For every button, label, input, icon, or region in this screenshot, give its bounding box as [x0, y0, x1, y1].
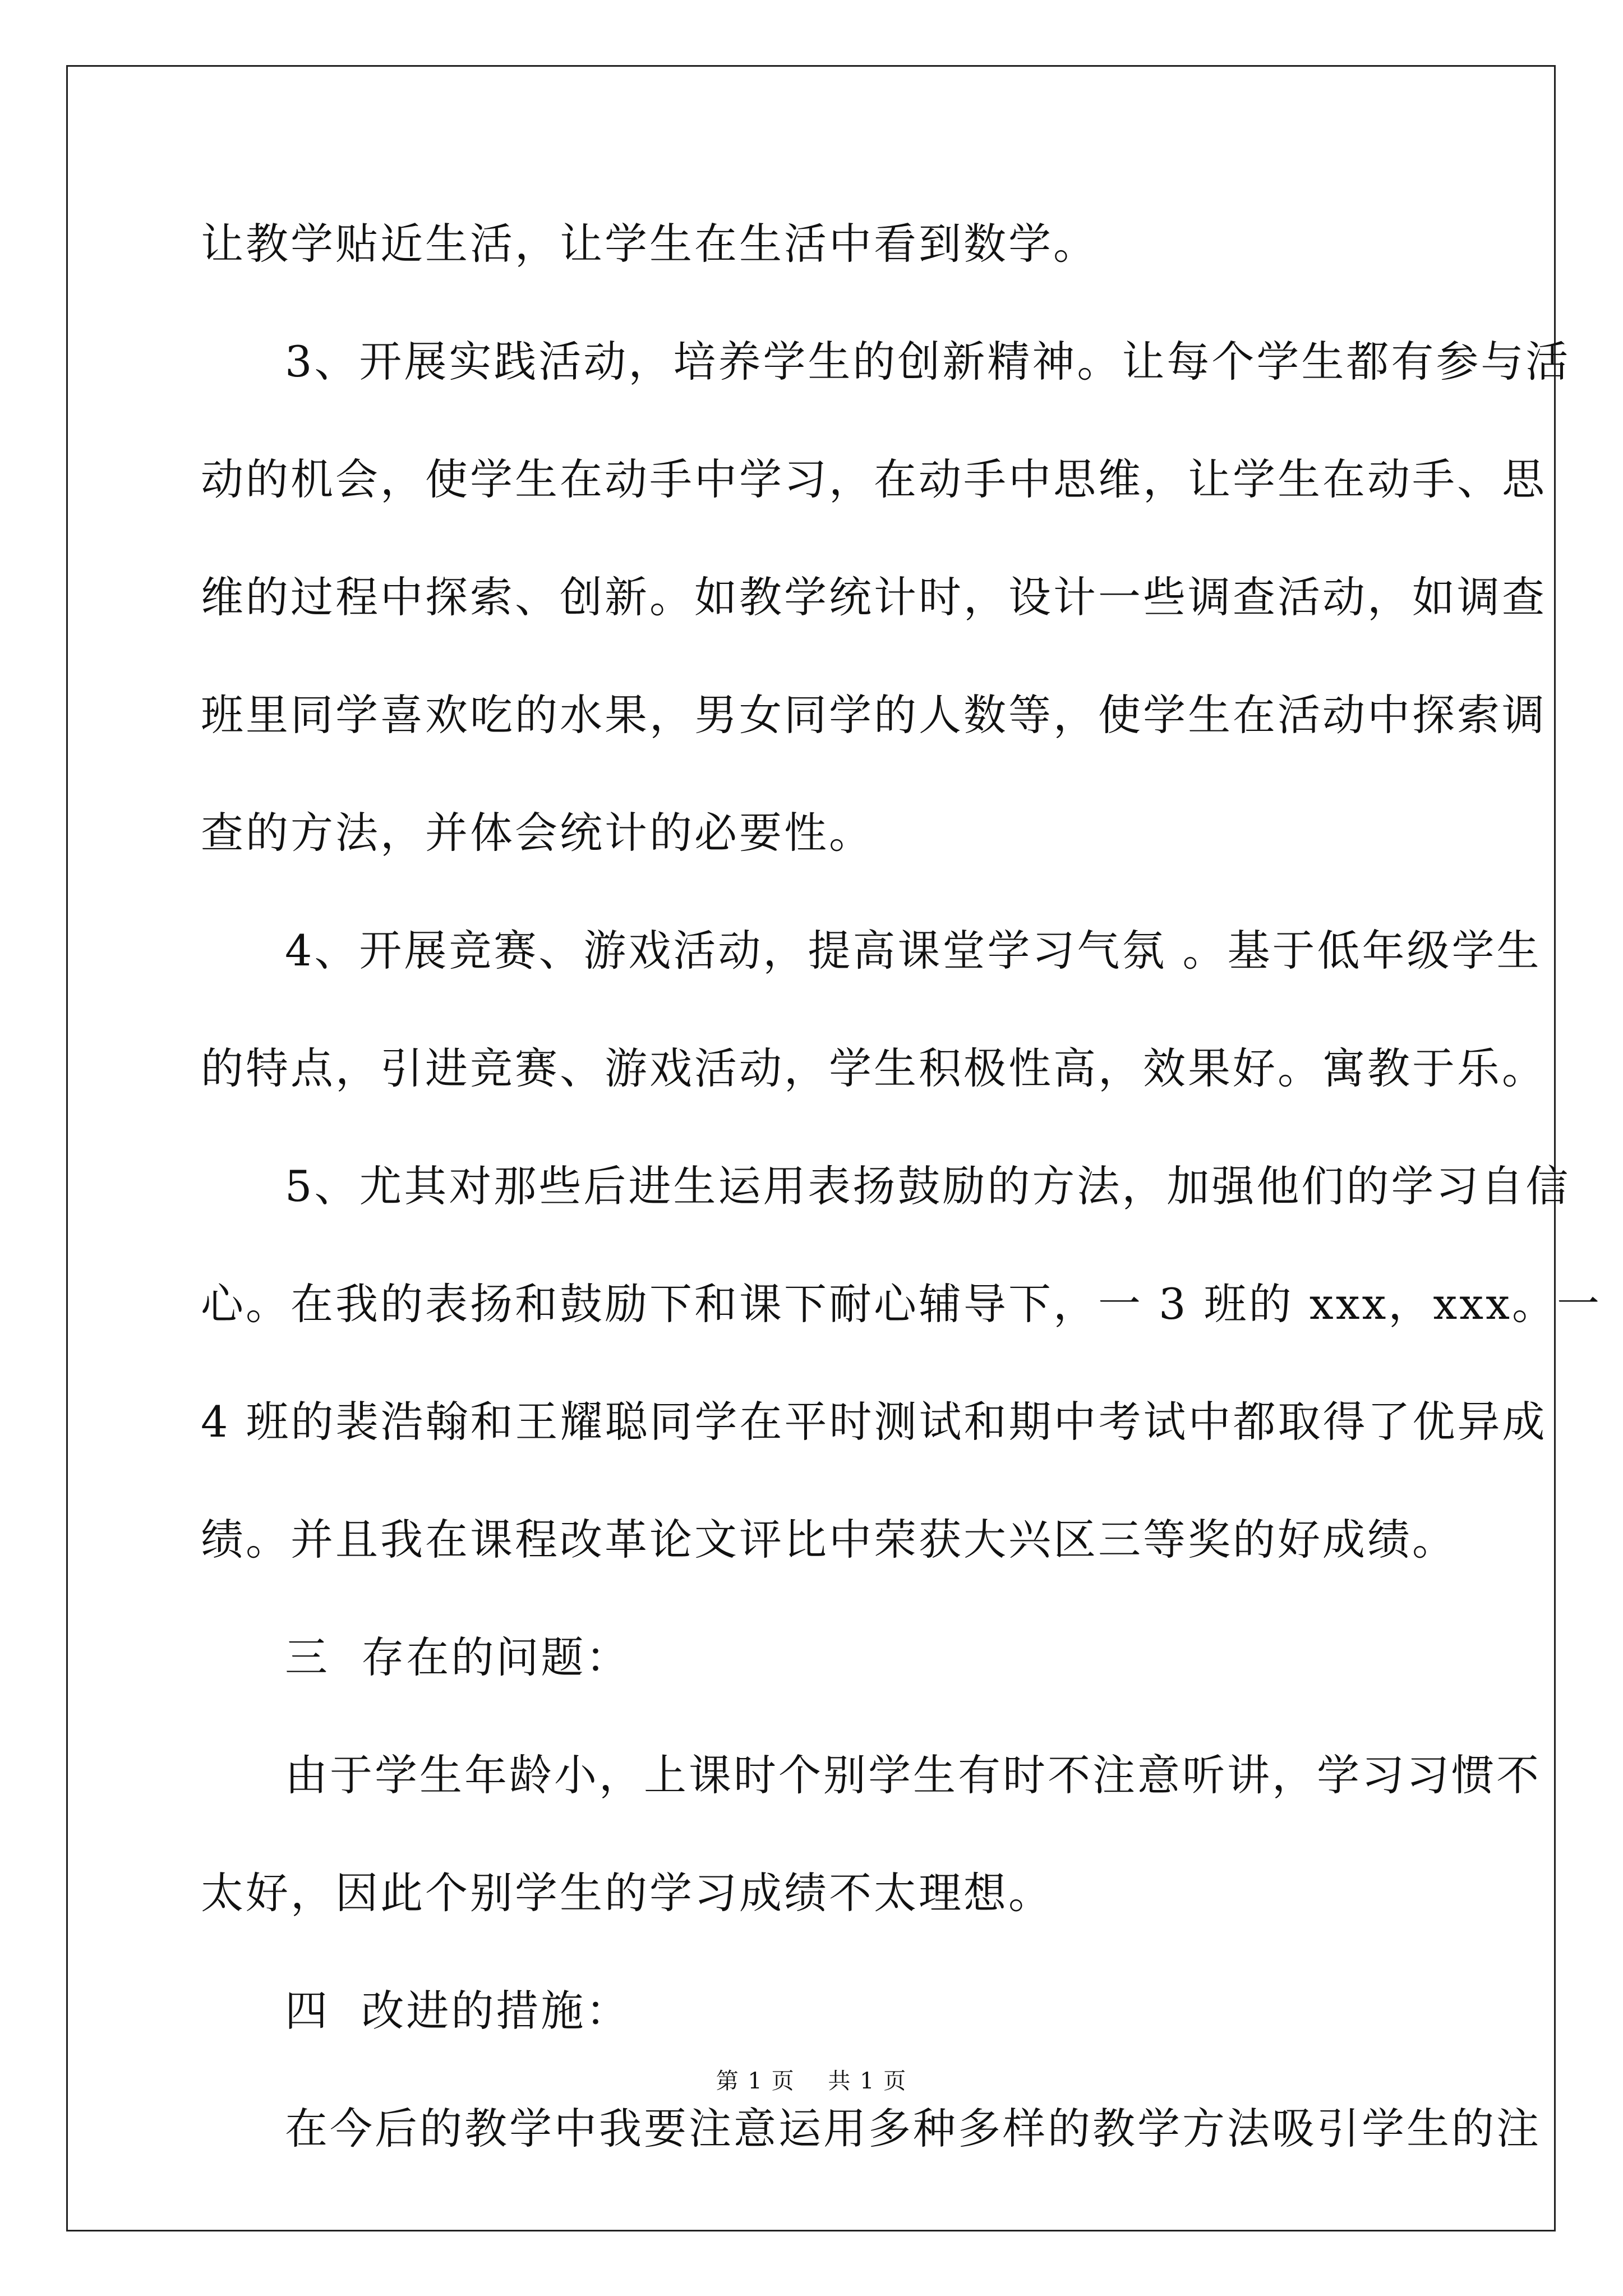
text-line: 由于学生年龄小，上课时个别学生有时不注意听讲，学习习惯不 [285, 1750, 1541, 1800]
text-line: 绩。并且我在课程改革论文评比中荣获大兴区三等奖的好成绩。 [201, 1515, 1457, 1565]
text-line: 让教学贴近生活，让学生在生活中看到数学。 [201, 219, 1098, 269]
text-line: 太好，因此个别学生的学习成绩不太理想。 [201, 1868, 1053, 1918]
text-line: 在今后的教学中我要注意运用多种多样的教学方法吸引学生的注 [285, 2104, 1541, 2154]
text-line: 的特点，引进竞赛、游戏活动，学生积极性高，效果好。寓教于乐。 [201, 1043, 1547, 1093]
page-number: 第 1 页 共 1 页 [716, 2068, 907, 2094]
text-line: 4 班的裴浩翰和王耀聪同学在平时测试和期中考试中都取得了优异成 [201, 1397, 1547, 1447]
paragraph-item-4-line: 4、开展竞赛、游戏活动，提高课堂学习气氛 。基于低年级学生 [285, 926, 1542, 976]
text-line: 班里同学喜欢吃的水果，男女同学的人数等，使学生在活动中探索调 [201, 690, 1547, 740]
text-line: 查的方法，并体会统计的必要性。 [201, 808, 874, 858]
text-line: 心。在我的表扬和鼓励下和课下耐心辅导下，一 3 班的 xxx，xxx。一 [201, 1279, 1602, 1329]
paragraph-item-3-line: 3、开展实践活动，培养学生的创新精神。让每个学生都有参与活 [285, 337, 1571, 386]
section-heading-problems: 三 存在的问题： [285, 1632, 631, 1682]
paragraph-item-5-line: 5、尤其对那些后进生运用表扬鼓励的方法，加强他们的学习自信 [285, 1161, 1571, 1211]
text-line: 维的过程中探索、创新。如教学统计时，设计一些调查活动，如调查 [201, 572, 1547, 622]
section-heading-improvements: 四 改进的措施： [285, 1986, 631, 2036]
text-line: 动的机会，使学生在动手中学习，在动手中思维，让学生在动手、思 [201, 454, 1547, 504]
